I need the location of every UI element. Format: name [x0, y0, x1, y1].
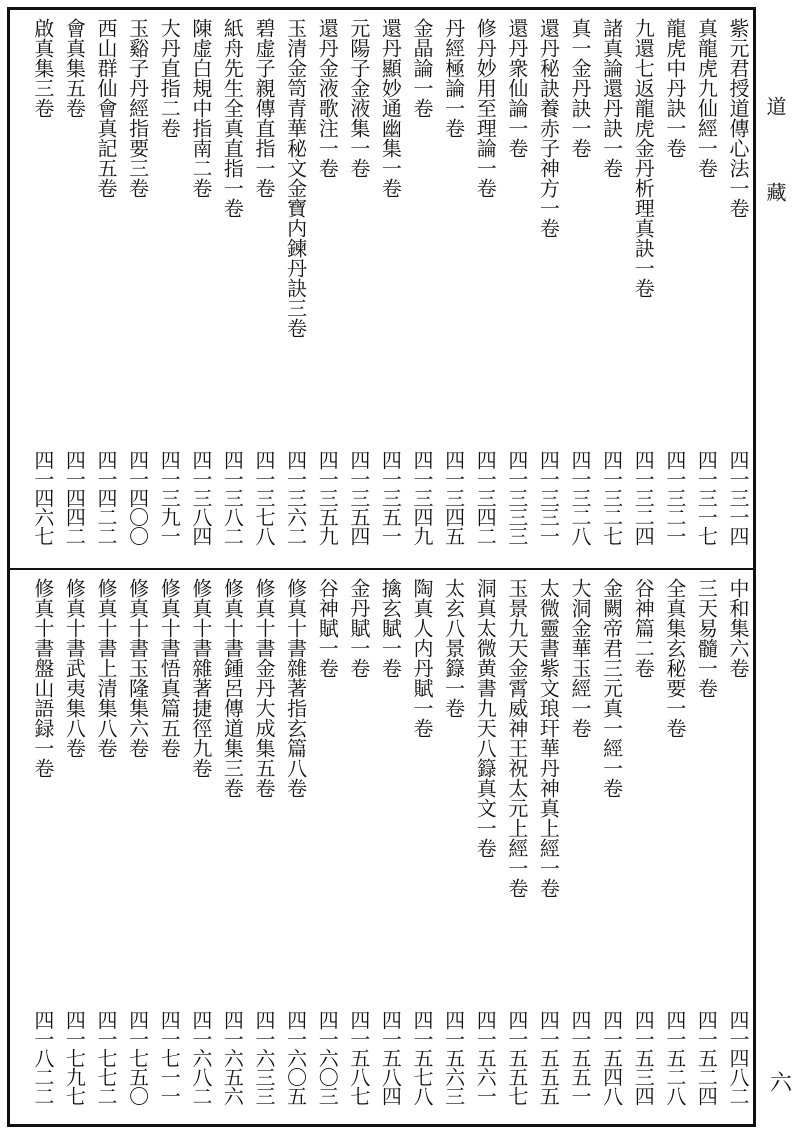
catalog-entry — [343, 18, 374, 568]
entry-page-ref: 四一三四五 — [441, 450, 466, 545]
catalog-entry — [406, 18, 437, 568]
catalog-entry — [596, 578, 627, 1128]
entry-title: 大丹直指二卷 — [157, 18, 182, 138]
entry-title: 還丹衆仙論一卷 — [504, 18, 529, 158]
entry-title: 會真集五卷 — [62, 18, 87, 118]
entry-page-ref: 四一三二八 — [568, 450, 592, 545]
entry-page-ref: 四一五三四 — [631, 1010, 656, 1105]
catalog-entry — [690, 578, 721, 1128]
entry-title: 玉清金笥青華秘文金寶内鍊丹訣三卷 — [283, 18, 308, 338]
entry-title: 真一金丹訣一卷 — [568, 18, 592, 158]
catalog-entry — [153, 18, 184, 568]
entry-page-ref: 四一三三一 — [536, 450, 561, 545]
entry-title: 修真十書上清集八卷 — [94, 578, 118, 758]
entry-page-ref: 四一五五一 — [568, 1010, 592, 1105]
entry-title: 玉景九天金霄威神王祝太元上經一卷 — [504, 578, 529, 898]
catalog-entry — [690, 18, 721, 568]
catalog-entry — [185, 18, 216, 568]
catalog-entry — [58, 578, 89, 1128]
catalog-entry — [501, 578, 532, 1128]
catalog-entry — [501, 18, 532, 568]
entry-title: 中和集六卷 — [726, 578, 750, 678]
entry-page-ref: 四一三五四 — [346, 450, 371, 545]
entry-title: 紫元君授道傳心法一卷 — [726, 18, 750, 218]
entry-page-ref: 四一三一四 — [726, 450, 750, 545]
entry-page-ref: 四一五六一 — [473, 1010, 498, 1105]
entry-page-ref: 四一四六七 — [30, 450, 55, 545]
entry-title: 陳虚白規中指南二卷 — [188, 18, 213, 198]
catalog-entry — [659, 18, 690, 568]
entry-title: 修真十書雜著指玄篇八卷 — [283, 578, 308, 798]
entry-page-ref: 四一六〇五 — [283, 1010, 308, 1105]
entry-page-ref: 四一三四二 — [473, 450, 498, 545]
entry-page-ref: 四一三一七 — [694, 450, 719, 545]
catalog-entry — [280, 578, 311, 1128]
catalog-entry — [58, 18, 89, 568]
entry-title: 龍虎中丹訣一卷 — [662, 18, 687, 158]
entry-page-ref: 四一三八四 — [188, 450, 213, 545]
catalog-entry — [438, 578, 469, 1128]
entry-page-ref: 四一三六二 — [283, 450, 308, 545]
entry-title: 碧虚子親傳直指一卷 — [252, 18, 276, 198]
catalog-entry — [185, 578, 216, 1128]
entry-page-ref: 四一五六三 — [441, 1010, 466, 1105]
entry-title: 還丹金液歌注一卷 — [315, 18, 340, 178]
catalog-entry — [627, 18, 658, 568]
entry-title: 金丹賦一卷 — [346, 578, 371, 678]
entry-title: 九還七返龍虎金丹析理真訣一卷 — [631, 18, 656, 298]
entry-page-ref: 四一五五五 — [536, 1010, 561, 1105]
entry-title: 全真集玄秘要一卷 — [662, 578, 687, 738]
entry-page-ref: 四一五四八 — [599, 1010, 624, 1105]
entry-title: 啟真集三卷 — [30, 18, 55, 118]
entry-page-ref: 四一六八二 — [188, 1010, 213, 1105]
entry-title: 修真十書金丹大成集五卷 — [252, 578, 276, 798]
entry-page-ref: 四一六三三 — [252, 1010, 276, 1105]
catalog-entry — [153, 578, 184, 1128]
catalog-entry — [122, 578, 153, 1128]
entry-title: 修丹妙用至理論一卷 — [473, 18, 498, 198]
entry-page-ref: 四一七七二 — [94, 1010, 118, 1105]
entry-page-ref: 四一三二四 — [631, 450, 656, 545]
entry-title: 還丹顯妙通幽集一卷 — [378, 18, 403, 198]
entry-page-ref: 四一六〇三 — [315, 1010, 340, 1105]
entry-page-ref: 四一七九七 — [62, 1010, 87, 1105]
entry-title: 陶真人内丹賦一卷 — [410, 578, 434, 738]
entry-title: 修真十書鍾呂傳道集三卷 — [220, 578, 245, 798]
entry-title: 紙舟先生全真直指一卷 — [220, 18, 245, 218]
entry-page-ref: 四一四八二 — [726, 1010, 750, 1105]
catalog-entry — [280, 18, 311, 568]
catalog-entry — [216, 18, 247, 568]
entry-title: 擒玄賦一卷 — [378, 578, 403, 678]
catalog-entry — [564, 18, 595, 568]
entry-page-ref: 四一五八四 — [378, 1010, 403, 1105]
entry-page-ref: 四一八二二 — [30, 1010, 55, 1105]
bottom-section — [10, 578, 753, 1128]
catalog-entry — [659, 578, 690, 1128]
entry-title: 修真十書悟真篇五卷 — [157, 578, 182, 758]
entry-title: 還丹秘訣養赤子神方一卷 — [536, 18, 561, 238]
catalog-entry — [438, 18, 469, 568]
entry-title: 丹經極論一卷 — [441, 18, 466, 138]
margin-header-1: 道 — [763, 96, 787, 116]
entry-title: 金晶論一卷 — [410, 18, 434, 118]
entry-title: 大洞金華玉經一卷 — [568, 578, 592, 738]
entry-title: 玉谿子丹經指要三卷 — [125, 18, 150, 198]
page-number: 六 — [769, 1071, 792, 1096]
entry-title: 太微靈書紫文琅玕華丹神真上經一卷 — [536, 578, 561, 898]
entry-title: 金闕帝君三元真一經一卷 — [599, 578, 624, 798]
catalog-entry — [469, 18, 500, 568]
catalog-entry — [564, 578, 595, 1128]
catalog-entry — [532, 578, 563, 1128]
catalog-entry — [374, 578, 405, 1128]
catalog-entry — [248, 18, 279, 568]
entry-title: 諸真論還丹訣一卷 — [599, 18, 624, 178]
entry-title: 西山群仙會真記五卷 — [94, 18, 118, 198]
entry-title: 洞真太微黄書九天八籙真文一卷 — [473, 578, 498, 858]
catalog-entry — [374, 18, 405, 568]
entry-page-ref: 四一七五〇 — [125, 1010, 150, 1105]
entry-page-ref: 四一四二二 — [94, 450, 118, 545]
entry-page-ref: 四一五八七 — [346, 1010, 371, 1105]
catalog-entry — [27, 18, 58, 568]
top-section — [10, 18, 753, 568]
margin-header-2: 藏 — [763, 182, 787, 202]
entry-page-ref: 四一五二八 — [662, 1010, 687, 1105]
catalog-entry — [216, 578, 247, 1128]
entry-title: 修真十書盤山語録一卷 — [30, 578, 55, 778]
entry-title: 修真十書雜著捷徑九卷 — [188, 578, 213, 778]
entry-page-ref: 四一三五九 — [315, 450, 340, 545]
entry-page-ref: 四一七一一 — [157, 1010, 182, 1105]
catalog-entry — [627, 578, 658, 1128]
catalog-entry — [90, 18, 121, 568]
catalog-entry — [122, 18, 153, 568]
entry-page-ref: 四一四四二 — [62, 450, 87, 545]
entry-page-ref: 四一四〇〇 — [125, 450, 150, 545]
catalog-entry — [311, 18, 342, 568]
catalog-entry — [722, 18, 753, 568]
entry-title: 修真十書玉隆集六卷 — [125, 578, 150, 758]
entry-title: 三天易髓一卷 — [694, 578, 719, 698]
catalog-entry — [532, 18, 563, 568]
catalog-entry — [722, 578, 753, 1128]
entry-title: 真龍虎九仙經一卷 — [694, 18, 719, 178]
entry-page-ref: 四一五五七 — [504, 1010, 529, 1105]
entry-title: 元陽子金液集一卷 — [346, 18, 371, 178]
entry-title: 太玄八景籙一卷 — [441, 578, 466, 718]
entry-title: 修真十書武夷集八卷 — [62, 578, 87, 758]
entry-title: 谷神篇二卷 — [631, 578, 656, 678]
entry-page-ref: 四一三四九 — [410, 450, 434, 545]
catalog-entry — [343, 578, 374, 1128]
catalog-entry — [469, 578, 500, 1128]
catalog-entry — [27, 578, 58, 1128]
entry-page-ref: 四一三二七 — [599, 450, 624, 545]
catalog-entry — [90, 578, 121, 1128]
catalog-entry — [406, 578, 437, 1128]
entry-page-ref: 四一三二一 — [662, 450, 687, 545]
entry-page-ref: 四一五二四 — [694, 1010, 719, 1105]
catalog-entry — [311, 578, 342, 1128]
entry-page-ref: 四一三八二 — [220, 450, 245, 545]
entry-page-ref: 四一三九一 — [157, 450, 182, 545]
entry-title: 谷神賦一卷 — [315, 578, 340, 678]
catalog-entry — [248, 578, 279, 1128]
entry-page-ref: 四一三七八 — [252, 450, 276, 545]
entry-page-ref: 四一六五六 — [220, 1010, 245, 1105]
catalog-entry — [596, 18, 627, 568]
entry-page-ref: 四一三五一 — [378, 450, 403, 545]
entry-page-ref: 四一五七八 — [410, 1010, 434, 1105]
entry-page-ref: 四一三三三 — [504, 450, 529, 545]
